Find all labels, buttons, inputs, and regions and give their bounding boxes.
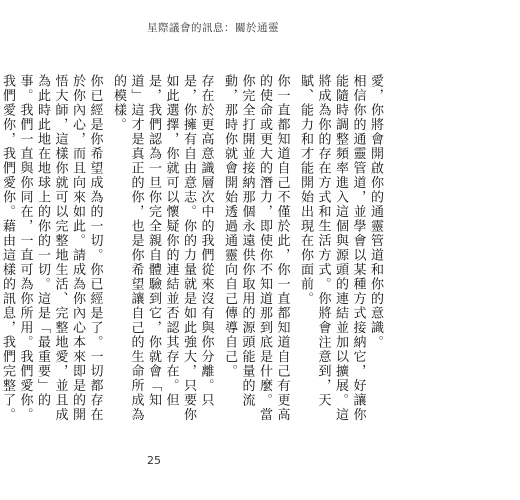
paragraph: 你一直都知道自己不僅於此，你一直都知道自己有更高的使命或更大的潛力，即使你不知道那到底是什麼。當你完全打開並接納那個永遠供你取用的源頭能量的流動，那時你就會開始透過通靈向自己傳導自己。 (222, 74, 290, 422)
body-text (0, 74, 384, 426)
paragraph: 愛，你將會開啟你的通靈管道和你的意識。 (368, 74, 383, 350)
paragraph: 你已經是你希望成為的一切。你已經是了。一切都存在於你內心，而且向來如此。請成為你內心本來即是的開悟大師，這樣你就可以完整地生活、完整地愛，並且成為此時此地在地球上的你的一切。這是「最重要」的事。我們一直與你同在，一直可為你所用。我們愛你。我們愛你，我們愛你。藉由這樣的訊息，我們完整了。 (0, 74, 103, 422)
running-head: 星際議會的訊息：關於通靈 (147, 22, 279, 34)
paragraph: 存在於更高意識層次中的我們從來沒有與你分離。只是，你擁有自由意志。你的力量就是如此強大，只要你如此選擇，你就可以懷疑你的連結並否認其存在。但是，我們認為一旦你完全親自體驗到它，你就會「知道」這才是真正的你，也是你希望讓自己的生命所成為的模樣。 (111, 74, 214, 422)
page-number: 25 (147, 454, 161, 467)
paragraph: 相信你的通靈管道，並學會以某種方式接納它，好讓你能隨時調整頻率進入這個與源頭的連結並加以擴展。這將成為你的存在方式和生活方式。你將會注意到，天賦、能力和才能開始出現在你面前。 (298, 74, 366, 422)
